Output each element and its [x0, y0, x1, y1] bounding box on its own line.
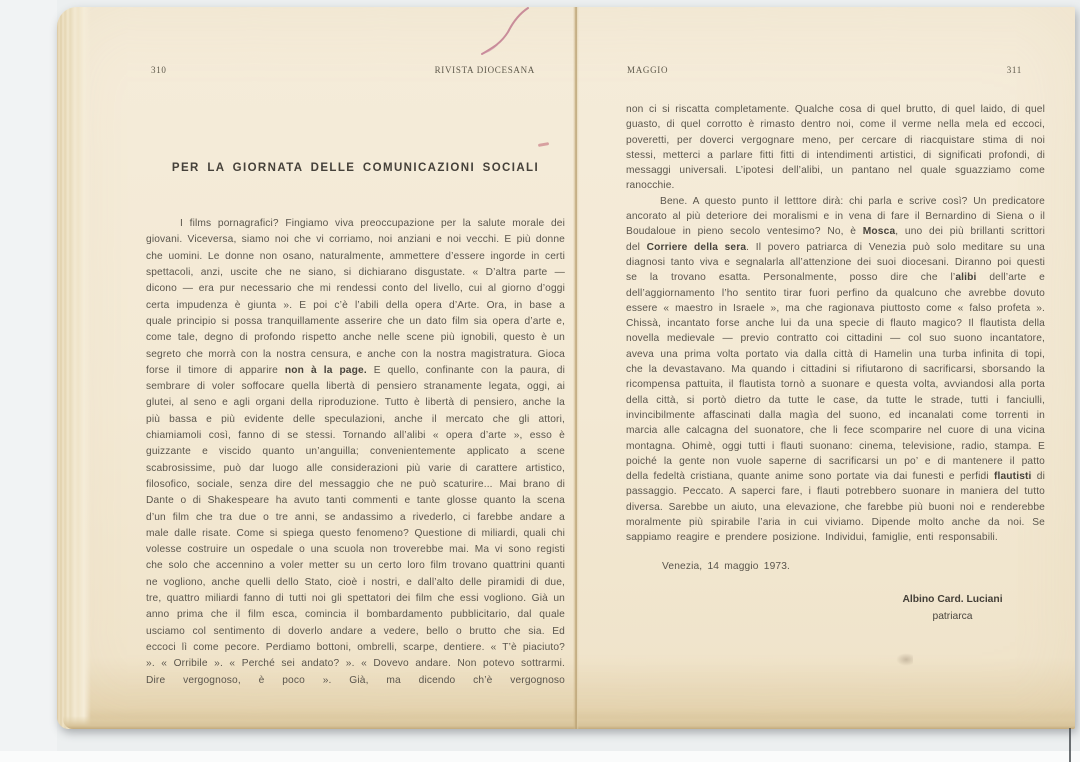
left-page-body: I films pornagrafici? Fingiamo viva preoccupazione per la salute morale dei giovani. Viceversa, siamo noi che vi corriamo, noi anziani e noi vecchi. E più donne che uomini. Le donne non osano, naturalmente, ammettere d’essere ingorde in certi spettacoli, anzi, uscite che ne siano, si dichiarano disgustate. « D’altra parte — dicono — era pur necessario che mi rendessi conto del livello, cui al giorno d’oggi certa impudenza è giunta ». E poi c’è l’abili della opera d’Arte. Ora, in base a quale principio si possa tranquillamente asserire che un dato film sia opera d’arte e, come tale, degno di profondo rispetto anche nelle scene più ignobili, questo è un segreto che morrà con la nostra censura, e anche con la nostra magistratura. Gioca forse il timore di apparire non à la page. E quello, confinante con la paura, di sembrare di voler soffocare quella libertà di pensiero stranamente legata, oggi, ai glutei, al seno e agli organi della riproduzione. Tutto è libertà di pensiero, anche la più bassa e più evidente delle speculazioni, anche il mercato che gli attori, chiamiamoli così, fanno di se stessi. Tornando all’alibi « opera d’arte », esso è guizzante e viscido quanto un’anguilla; convenientemente applicato a scene scabrosissime, può dar luogo alle considerazioni più varie di carattere artistico, filosofico, sociale, senza dire del messaggio che ne può scaturire... Mai brano di Dante o di Shakespeare ha avuto tanti commenti e tante glosse quanto la scena d’un film che tra due o tre anni, se andassimo a rivederlo, ci farebbe andare a male dalle risate. Come si spiega questo fenomeno? Questione di miliardi, quali chi volesse costruire un ospedale o una scuola non troverebbe mai. Ma vi sono registi che solo che accennino a voler metter su un certo loro film trovano quattrini quanti ne vogliono, anche quelli dello Stato, cioè i nostri, e dall’alto delle piramidi di due, tre, quattro miliardi fanno di tutti noi gli spettatori dei film che essi vogliono. Già un anno prima che il film esca, comincia il bombardamento pubblicitario, dal quale usciamo col sentimento di doverlo andare a vedere, bello o brutto che sia. Ed eccoci lì come pecore. Perdiamo bottoni, ombrelli, scarpe, dentiere. « T’è piaciuto? ». « Orribile ». « Perché sei andato? ». « Dovevo andare. Non potevo sottrarmi. Dire vergognoso, è poco ». Già, ma dicendo ch’è vergognoso [146, 218, 565, 686]
right-page-body [626, 102, 1045, 574]
paragraph-continuation: non ci si riscatta completamente. Qualche cosa di quel brutto, di quel laido, di quel guasto, di quel corrotto è rimasto dentro noi, come il verme nella mela ed eccoci, poveretti, per doverci vergognare meno, per cercare di riacquistare stima di noi stessi, metterci a parlare fitti fitti di intendimenti artistici, di significati profondi, di messaggi universali. L’ipotesi dell’alibi, un pantano nel quale sguazziamo come ranocchie. [626, 104, 1045, 192]
page-number-left: 310 [151, 65, 167, 75]
page-edges-left [57, 7, 91, 729]
month-running-head: MAGGIO [627, 65, 669, 75]
journal-running-head: RIVISTA DIOCESANA [434, 65, 535, 75]
paragraph: Bene. A questo punto il letttore dirà: chi parla e scrive così? Un predicatore ancorato al più deteriore dei moralismi e in vena di fare il Bernardino di Siena o il Boudaloue in pieno secolo ventesimo? No, è Mosca, uno dei più brillanti scrittori del Corriere della sera. Il povero patriarca di Venezia può solo meditare su una diagnosi tanto viva e segnalarla all’attenzione dei suoi diocesani. Diranno poi questi se la trovano esatta. Personalmente, posso dire che l’alibi dell’arte e dell’aggiornamento l’ho sentito tirar fuori perfino da qualcuno che avrebbe dovuto essere « maestro in Israele », ma che ragionava piuttosto come « falso profeta ». Chissà, incantato forse anche lui da una specie di flauto magico? Il flautista della novella medievale — previo contratto coi cittadini — col suo suono incantatore, aveva una prima volta portato via dalla città di Hamelin una turba infinita di topi, che la devastavano. Ma quando i cittadini si rifiutarono di sacrificarsi, sborsando la ricompensa pattuita, il flautista tornò a suonare e questa volta, avviandosi alla porta della città, si portò dietro da tutte le case, da tutte le strade, tutti i fanciulli, invincibilmente affascinati dalla magìa del suono, ed incanalati come torrenti in marcia alle calcagna del suonatore, che li fece scomparire nel cuore di una vicina montagna. Ohimè, oggi tutti i flauti suonano: cinema, televisione, radio, stampa. E poiché la gente non vuole saperne di sacrificarsi un po’ e di mantenere il patto della fedeltà cristiana, quante anime sono portate via dai funesti e perfidi flautisti di passaggio. Peccato. A saperci fare, i flauti potrebbero suonare in maniera del tutto diversa. Sarebbe un aiuto, una elevazione, che farebbe più buoni noi e renderebbe moralmente più spirabile l’aria in cui viviamo. Dipende molto anche da noi. Se sappiamo reagire e prendere posizione. Individui, famiglie, enti responsabili. [626, 195, 1046, 544]
scanner-background-left [0, 0, 57, 762]
article-title: PER LA GIORNATA DELLE COMUNICAZIONI SOCIALI [171, 162, 540, 174]
dateline: Venezia, 14 maggio 1973. [662, 560, 791, 572]
signature-block [860, 592, 1045, 625]
page-number-right: 311 [1006, 65, 1022, 75]
scan-edge-line [1069, 728, 1071, 762]
page-edges-bottom [63, 716, 1075, 729]
red-pen-squiggle [468, 2, 548, 60]
ink-smudge [896, 653, 913, 666]
signature-role: patriarca [932, 610, 973, 622]
scanner-background-bottom [0, 751, 1080, 762]
signature-name: Albino Card. Luciani [902, 594, 1003, 605]
book-gutter [573, 7, 579, 729]
